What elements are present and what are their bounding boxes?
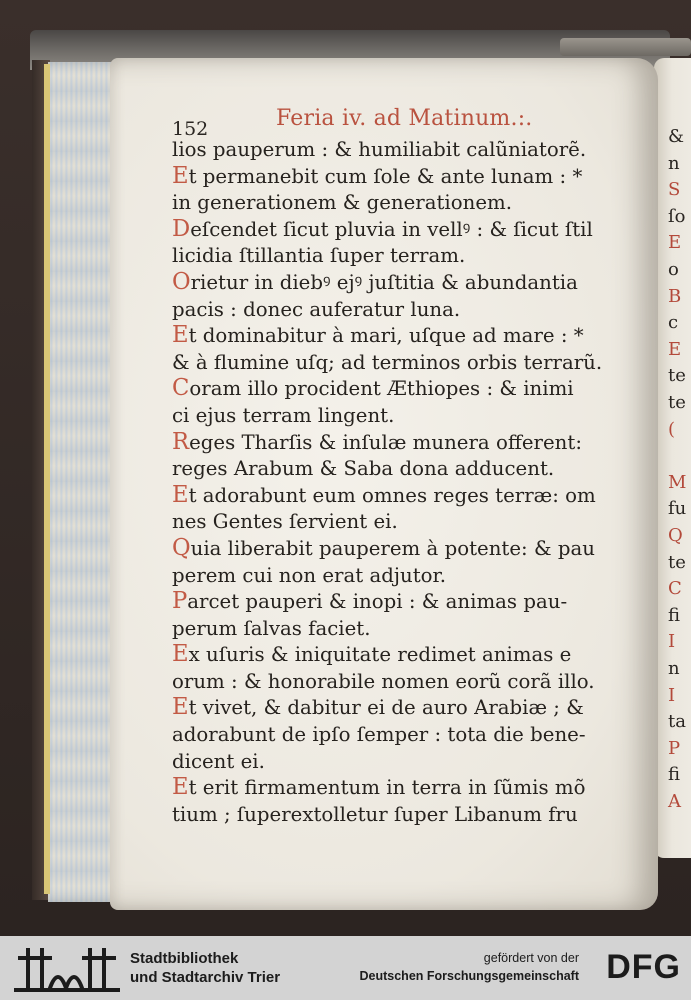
- rubric-initial: E: [172, 641, 189, 668]
- line-text: eges Tharſis & inſulæ munera offerent:: [189, 429, 582, 454]
- page-heading: Feria iv. ad Matinum.:.: [276, 106, 533, 131]
- rubric-initial: E: [172, 481, 189, 508]
- facing-page-fragment: [668, 709, 686, 736]
- facing-rubric: M: [668, 471, 687, 493]
- library-name: [130, 949, 280, 987]
- facing-page: [654, 58, 691, 858]
- line-text: pacis : donec auferatur luna.: [172, 296, 461, 321]
- text-line: [172, 136, 644, 163]
- line-text: lios pauperum : & humiliabit calũniatorẽ.: [172, 137, 587, 161]
- facing-page-fragment: [668, 550, 686, 577]
- rubric-initial: E: [172, 774, 189, 801]
- facing-text: o: [668, 259, 679, 280]
- line-text: t erit firmamentum in terra in ſũmis mõ: [188, 775, 586, 800]
- line-text: nes Gentes ſervient ei.: [172, 509, 398, 534]
- facing-text: fi: [668, 764, 681, 786]
- dfg-logo: DFG: [606, 948, 681, 986]
- facing-page-fragment: [668, 523, 683, 550]
- facing-rubric: C: [668, 578, 682, 600]
- line-text: t dominabitur à mari, uſque ad mare : *: [188, 323, 584, 348]
- text-line: [172, 189, 644, 216]
- line-text: & à flumine uſq; ad terminos orbis terrarũ.: [172, 349, 603, 374]
- line-text: x uſuris & iniquitate redimet animas e: [188, 642, 572, 667]
- facing-page-fragment: [668, 762, 680, 789]
- rubric-initial: E: [172, 162, 189, 189]
- facing-text: te: [668, 392, 686, 413]
- facing-page-fragment: [668, 417, 675, 444]
- facing-page-fragment: [668, 257, 679, 284]
- text-line: [172, 163, 644, 190]
- library-name-line2: und Stadtarchiv Trier: [130, 969, 281, 986]
- line-text: ci ejus terram lingent.: [172, 402, 395, 427]
- facing-page-fragment: [668, 204, 686, 231]
- facing-page-fragment: [668, 629, 675, 656]
- facing-rubric: Q: [668, 525, 683, 546]
- line-text: orum : & honorabile nomen eorũ corã illo.: [172, 668, 595, 693]
- running-head: [172, 106, 632, 140]
- text-line: [172, 748, 644, 775]
- rubric-initial: D: [172, 215, 191, 242]
- footer-bar: [0, 936, 691, 1000]
- facing-page-fragment: [668, 390, 686, 417]
- facing-page-fragment: [668, 736, 680, 763]
- facing-text: te: [668, 551, 686, 573]
- facing-rubric: E: [668, 232, 682, 254]
- text-line: [172, 774, 644, 801]
- rubric-initial: P: [172, 588, 188, 615]
- facing-text: te: [668, 365, 686, 387]
- text-line: [172, 322, 644, 349]
- line-text: reges Arabum & Saba dona adducent.: [172, 456, 555, 481]
- facing-page-fragment: [668, 470, 686, 497]
- facing-text: ta: [668, 711, 686, 733]
- line-text: arcet pauperi & inopi : & animas pau-: [187, 589, 568, 614]
- text-line: [172, 588, 644, 615]
- facing-text: ſo: [668, 205, 686, 227]
- line-text: t permanebit cum ſole & ante lunam : *: [188, 163, 583, 188]
- facing-page-fragment: [668, 789, 681, 816]
- text-line: [172, 269, 644, 296]
- rubric-initial: Q: [172, 534, 191, 561]
- text-line: [172, 216, 644, 243]
- funder-credit: [360, 949, 580, 985]
- facing-page-fragment: [668, 284, 681, 311]
- facing-page-fragment: [668, 124, 684, 151]
- facing-page-fragment: [668, 496, 686, 523]
- library-name-line1: Stadtbibliothek: [130, 950, 239, 967]
- text-line: [172, 721, 644, 748]
- rubric-initial: C: [172, 375, 190, 402]
- facing-page-fragment: [668, 363, 686, 390]
- facing-rubric: A: [668, 791, 681, 812]
- line-text: t vivet, & dabitur ei de auro Arabiæ ; &: [188, 695, 584, 720]
- page-number: 152: [172, 118, 209, 140]
- line-text: tium ; ſuperextolletur ſuper Libanum fru: [172, 801, 578, 826]
- facing-rubric: I: [668, 684, 676, 706]
- facing-text: fu: [668, 498, 687, 520]
- text-line: [172, 455, 644, 482]
- text-line: [172, 242, 644, 269]
- stadtbibliothek-logo-icon: [14, 944, 120, 994]
- line-text: adorabunt de ipſo ſemper : tota die bene-: [172, 722, 586, 747]
- rubric-initial: R: [172, 428, 190, 455]
- rubric-initial: E: [172, 322, 189, 349]
- line-text: perum ſalvas faciet.: [172, 615, 371, 640]
- text-line: [172, 508, 644, 535]
- book-clasp: [560, 38, 691, 56]
- line-text: eſcendet ſicut pluvia in vellꝰ : & ſicut ſtil: [190, 216, 593, 241]
- facing-page-fragment: [668, 337, 681, 364]
- facing-text: n: [668, 152, 680, 174]
- funder-name: Deutschen Forschungsgemeinschaft: [359, 969, 579, 983]
- line-text: licidia ſtillantia ſuper terram.: [172, 243, 466, 268]
- text-line: [172, 615, 644, 642]
- line-text: in generationem & generationem.: [172, 190, 513, 215]
- psalm-text: [172, 136, 650, 827]
- text-line: [172, 668, 644, 695]
- text-line: [172, 801, 644, 828]
- text-line: [172, 429, 644, 456]
- text-line: [172, 641, 644, 668]
- text-line: [172, 296, 644, 323]
- facing-rubric: (: [668, 418, 676, 440]
- facing-page-fragment: [668, 151, 680, 178]
- facing-page-fragment: [668, 683, 675, 710]
- text-line: [172, 535, 644, 562]
- text-line: [172, 562, 644, 589]
- facing-page-fragment: [668, 230, 681, 257]
- text-line: [172, 694, 644, 721]
- facing-rubric: S: [668, 179, 681, 201]
- line-text: uia liberabit pauperem à potente: & pau: [190, 535, 595, 560]
- line-text: dicent ei.: [172, 748, 265, 773]
- text-line: [172, 482, 644, 509]
- rubric-initial: E: [172, 694, 189, 721]
- text-line: [172, 349, 644, 376]
- line-text: rietur in diebꝰ ejꝰ juſtitia & abundantia: [190, 269, 578, 294]
- facing-page-fragment: [668, 576, 682, 603]
- facing-rubric: B: [668, 285, 682, 307]
- facing-rubric: E: [668, 338, 682, 360]
- facing-text: &: [668, 126, 685, 147]
- facing-rubric: I: [668, 631, 676, 653]
- facing-page-fragment: [668, 656, 680, 683]
- line-text: t adorabunt eum omnes reges terræ: om: [188, 482, 596, 507]
- facing-page-fragment: [668, 177, 680, 204]
- gilt-edge: [44, 64, 50, 894]
- facing-page-fragment: [668, 603, 680, 630]
- facing-text: n: [668, 658, 680, 679]
- line-text: perem cui non erat adjutor.: [172, 562, 447, 587]
- facing-text: fi: [668, 604, 681, 626]
- facing-rubric: P: [668, 737, 681, 759]
- text-line: [172, 402, 644, 429]
- facing-page-fragment: [668, 310, 678, 337]
- facing-text: c: [668, 312, 679, 334]
- text-line: [172, 375, 644, 402]
- rubric-initial: O: [172, 268, 191, 295]
- line-text: oram illo procident Æthiopes : & inimi: [189, 376, 574, 401]
- funded-by-label: gefördert von der: [483, 951, 579, 965]
